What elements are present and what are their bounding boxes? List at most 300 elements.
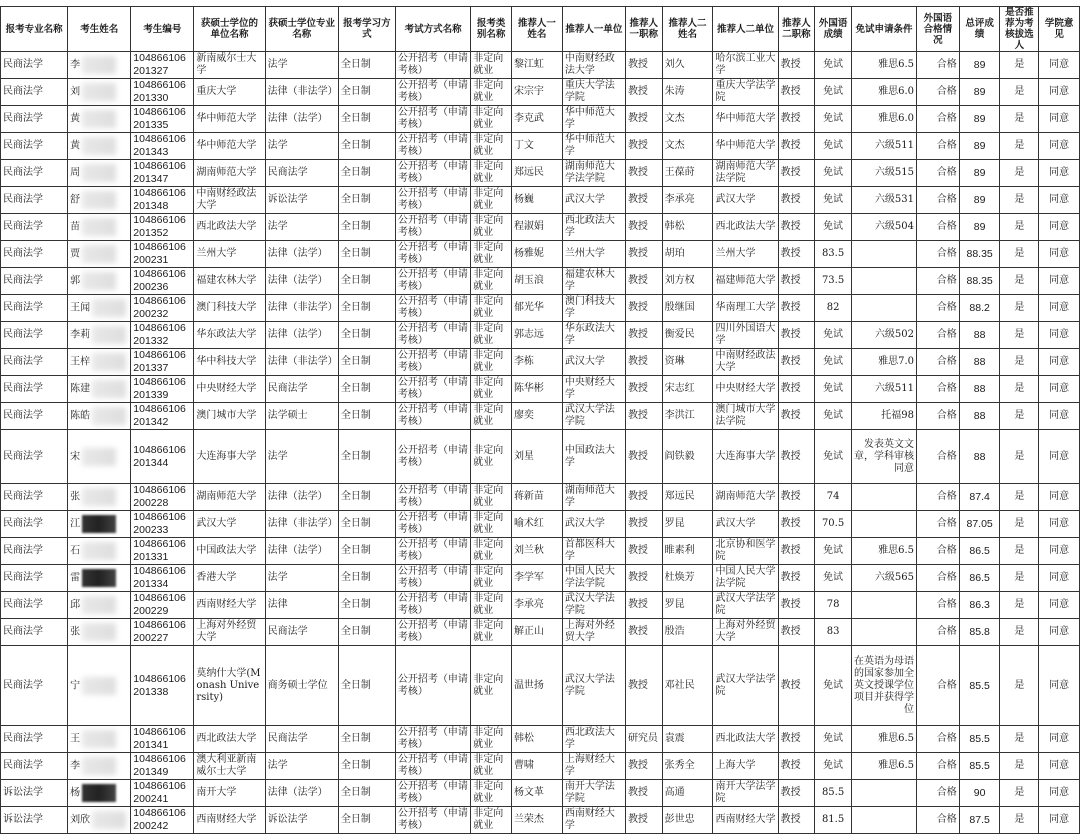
table-row: [1, 430, 1080, 484]
table-row: [1, 592, 1080, 619]
cell-ref1: 解正山: [511, 619, 562, 646]
cell-category: 非定向就业: [471, 268, 512, 295]
cell-degree: 法律（非法学）: [265, 511, 338, 538]
header-col-exam: 考试方式名称: [395, 7, 470, 52]
cell-ref2-unit: 上海对外经贸大学: [713, 619, 778, 646]
cell-ref1-title: 教授: [625, 52, 662, 79]
cell-exam: 公开招考（申请考核）: [395, 430, 470, 484]
cell-ref1-title: 教授: [625, 295, 662, 322]
cell-foreign-pass: 合格: [917, 322, 960, 349]
cell-school: 新南威尔士大学: [194, 52, 265, 79]
cell-ref1-unit: 华中师范大学: [562, 133, 625, 160]
cell-ref1-unit: 南开大学法学院: [562, 780, 625, 807]
cell-ref1-title: 教授: [625, 807, 662, 834]
cell-total: 87.05: [959, 511, 1000, 538]
cell-ref2-unit: 四川外国语大学: [713, 322, 778, 349]
cell-ref1-unit: 湖南师范大学: [562, 484, 625, 511]
cell-total: 85.5: [959, 726, 1000, 753]
cell-foreign-score: 免试: [815, 187, 852, 214]
student-name-text: 李: [70, 59, 81, 71]
redaction-blur: [82, 677, 116, 695]
cell-recommend: 是: [1000, 160, 1039, 187]
redaction-blur: [82, 56, 116, 74]
student-name-text: 刘: [70, 86, 81, 98]
cell-ref1: 程淑娟: [511, 214, 562, 241]
cell-opinion: 同意: [1039, 430, 1080, 484]
cell-opinion: 同意: [1039, 79, 1080, 106]
cell-school: 华中师范大学: [194, 106, 265, 133]
cell-ref2-unit: 华南理工大学: [713, 295, 778, 322]
cell-major: 民商法学: [1, 106, 68, 133]
cell-id: 104866106201349: [131, 753, 194, 780]
cell-recommend: 是: [1000, 726, 1039, 753]
cell-ref1: 杨文革: [511, 780, 562, 807]
header-col-school: 获硕士学位的单位名称: [194, 7, 265, 52]
cell-ref2: 高通: [662, 780, 713, 807]
cell-ref1-unit: 西南财经大学: [562, 807, 625, 834]
student-name-text: 刘欣: [70, 814, 91, 826]
cell-ref1: 蒋新苗: [511, 484, 562, 511]
cell-exam: 公开招考（申请考核）: [395, 268, 470, 295]
cell-opinion: 同意: [1039, 187, 1080, 214]
redaction-blur: [82, 191, 116, 209]
cell-category: 非定向就业: [471, 780, 512, 807]
table-row: [1, 780, 1080, 807]
cell-ref1: 李克武: [511, 106, 562, 133]
cell-ref1-title: 教授: [625, 403, 662, 430]
cell-major: 民商法学: [1, 484, 68, 511]
cell-recommend: 是: [1000, 511, 1039, 538]
cell-total: 89: [959, 187, 1000, 214]
cell-name: [68, 484, 131, 511]
cell-ref1-title: 教授: [625, 133, 662, 160]
cell-degree: 法律（非法学）: [265, 349, 338, 376]
redaction-blur: [82, 515, 116, 533]
cell-opinion: 同意: [1039, 241, 1080, 268]
cell-total: 88: [959, 376, 1000, 403]
cell-foreign-pass: 合格: [917, 753, 960, 780]
cell-opinion: 同意: [1039, 322, 1080, 349]
cell-foreign-pass: 合格: [917, 511, 960, 538]
cell-recommend: 是: [1000, 322, 1039, 349]
cell-ref2: 文杰: [662, 133, 713, 160]
cell-school: 香港大学: [194, 565, 265, 592]
cell-ref2: 阎铁毅: [662, 430, 713, 484]
cell-exempt-condition: [851, 511, 916, 538]
cell-opinion: 同意: [1039, 646, 1080, 726]
cell-recommend: 是: [1000, 646, 1039, 726]
cell-mode: 全日制: [338, 780, 395, 807]
cell-exam: 公开招考（申请考核）: [395, 187, 470, 214]
cell-ref1-unit: 澳门科技大学: [562, 295, 625, 322]
header-col-ref2: 推荐人二姓名: [662, 7, 713, 52]
cell-ref2-unit: 武汉大学: [713, 187, 778, 214]
cell-ref1: 喻术红: [511, 511, 562, 538]
cell-major: 民商法学: [1, 538, 68, 565]
cell-opinion: 同意: [1039, 484, 1080, 511]
cell-foreign-pass: 合格: [917, 106, 960, 133]
cell-ref2-title: 教授: [778, 133, 815, 160]
cell-exam: 公开招考（申请考核）: [395, 106, 470, 133]
cell-exempt-condition: 六级504: [851, 214, 916, 241]
cell-ref2-title: 教授: [778, 79, 815, 106]
cell-foreign-score: 81.5: [815, 807, 852, 834]
cell-exempt-condition: 六级565: [851, 565, 916, 592]
cell-ref1: 廖奕: [511, 403, 562, 430]
cell-ref2-title: 教授: [778, 214, 815, 241]
cell-mode: 全日制: [338, 187, 395, 214]
header-col-ref1-title: 推荐人一职称: [625, 7, 662, 52]
student-name-text: 杨: [70, 787, 81, 799]
cell-id: 104866106201331: [131, 538, 194, 565]
cell-foreign-score: 免试: [815, 753, 852, 780]
cell-category: 非定向就业: [471, 160, 512, 187]
cell-name: [68, 376, 131, 403]
cell-id: 104866106200229: [131, 592, 194, 619]
cell-major: 民商法学: [1, 160, 68, 187]
cell-id: 104866106201342: [131, 403, 194, 430]
cell-opinion: 同意: [1039, 160, 1080, 187]
cell-id: 104866106201343: [131, 133, 194, 160]
cell-name: [68, 780, 131, 807]
cell-major: 民商法学: [1, 52, 68, 79]
cell-id: 104866106201335: [131, 106, 194, 133]
cell-foreign-score: 免试: [815, 646, 852, 726]
cell-ref2-title: 教授: [778, 322, 815, 349]
cell-school: 福建农林大学: [194, 268, 265, 295]
cell-total: 89: [959, 133, 1000, 160]
student-name-text: 邱: [70, 599, 81, 611]
cell-name: [68, 160, 131, 187]
table-row: [1, 214, 1080, 241]
cell-major: 民商法学: [1, 322, 68, 349]
cell-ref2: 袁震: [662, 726, 713, 753]
cell-degree: 法律（法学）: [265, 780, 338, 807]
header-col-mode: 报考学习方式: [338, 7, 395, 52]
cell-recommend: 是: [1000, 241, 1039, 268]
student-name-text: 舒: [70, 194, 81, 206]
cell-exempt-condition: 雅思6.5: [851, 753, 916, 780]
cell-ref2: 邓社民: [662, 646, 713, 726]
table-row: [1, 322, 1080, 349]
cell-exam: 公开招考（申请考核）: [395, 403, 470, 430]
cell-school: 莫纳什大学(Monash University): [194, 646, 265, 726]
cell-total: 87.4: [959, 484, 1000, 511]
redaction-blur: [82, 542, 116, 560]
cell-ref1: 宋宗宇: [511, 79, 562, 106]
cell-recommend: 是: [1000, 403, 1039, 430]
cell-total: 87.5: [959, 807, 1000, 834]
cell-exempt-condition: [851, 484, 916, 511]
cell-id: 104866106201330: [131, 79, 194, 106]
cell-ref1: 陈华彬: [511, 376, 562, 403]
cell-foreign-pass: 合格: [917, 241, 960, 268]
cell-mode: 全日制: [338, 430, 395, 484]
redaction-blur: [82, 623, 116, 641]
cell-name: [68, 79, 131, 106]
cell-category: 非定向就业: [471, 592, 512, 619]
redaction-blur: [82, 245, 116, 263]
cell-ref2-unit: 重庆大学法学院: [713, 79, 778, 106]
cell-opinion: 同意: [1039, 295, 1080, 322]
redaction-blur: [92, 299, 126, 317]
cell-major: 民商法学: [1, 511, 68, 538]
cell-ref2-title: 教授: [778, 187, 815, 214]
cell-name: [68, 52, 131, 79]
cell-ref2-unit: 澳门城市大学法学院: [713, 403, 778, 430]
cell-ref1-title: 教授: [625, 187, 662, 214]
cell-foreign-pass: 合格: [917, 646, 960, 726]
cell-foreign-score: 免试: [815, 430, 852, 484]
cell-mode: 全日制: [338, 565, 395, 592]
cell-ref2-unit: 西北政法大学: [713, 726, 778, 753]
cell-name: [68, 538, 131, 565]
cell-opinion: 同意: [1039, 753, 1080, 780]
cell-ref2-title: 教授: [778, 268, 815, 295]
cell-opinion: 同意: [1039, 268, 1080, 295]
cell-school: 中央财经大学: [194, 376, 265, 403]
cell-foreign-pass: 合格: [917, 349, 960, 376]
student-name-text: 郭: [70, 275, 81, 287]
cell-foreign-score: 免试: [815, 160, 852, 187]
cell-ref1-unit: 武汉大学: [562, 349, 625, 376]
cell-ref1: 杨雅妮: [511, 241, 562, 268]
cell-mode: 全日制: [338, 403, 395, 430]
cell-ref1: 郁光华: [511, 295, 562, 322]
table-row: [1, 241, 1080, 268]
cell-id: 104866106201327: [131, 52, 194, 79]
cell-foreign-score: 免试: [815, 214, 852, 241]
cell-foreign-score: 免试: [815, 79, 852, 106]
cell-major: 民商法学: [1, 349, 68, 376]
cell-mode: 全日制: [338, 484, 395, 511]
cell-ref2-unit: 福建师范大学: [713, 268, 778, 295]
cell-id: 104866106201348: [131, 187, 194, 214]
cell-exam: 公开招考（申请考核）: [395, 241, 470, 268]
cell-name: [68, 403, 131, 430]
cell-degree: 法律（法学）: [265, 484, 338, 511]
cell-ref2: 李承亮: [662, 187, 713, 214]
cell-exam: 公开招考（申请考核）: [395, 160, 470, 187]
cell-id: 104866106200236: [131, 268, 194, 295]
cell-name: [68, 241, 131, 268]
cell-exam: 公开招考（申请考核）: [395, 619, 470, 646]
cell-total: 90: [959, 780, 1000, 807]
cell-exam: 公开招考（申请考核）: [395, 511, 470, 538]
cell-opinion: 同意: [1039, 106, 1080, 133]
admission-list-table: [0, 6, 1080, 834]
cell-ref1-title: 教授: [625, 322, 662, 349]
cell-school: 武汉大学: [194, 511, 265, 538]
cell-major: 民商法学: [1, 79, 68, 106]
redaction-blur: [82, 137, 116, 155]
cell-total: 89: [959, 106, 1000, 133]
cell-opinion: 同意: [1039, 52, 1080, 79]
cell-major: 民商法学: [1, 646, 68, 726]
cell-ref1-unit: 中国政法大学: [562, 430, 625, 484]
cell-exam: 公开招考（申请考核）: [395, 295, 470, 322]
cell-ref2-unit: 上海大学: [713, 753, 778, 780]
cell-name: [68, 592, 131, 619]
cell-mode: 全日制: [338, 511, 395, 538]
student-name-text: 李莉: [70, 329, 91, 341]
cell-mode: 全日制: [338, 349, 395, 376]
cell-school: 湖南师范大学: [194, 484, 265, 511]
cell-ref2: 朱涛: [662, 79, 713, 106]
cell-category: 非定向就业: [471, 52, 512, 79]
cell-id: 104866106201339: [131, 376, 194, 403]
cell-ref2: 韩松: [662, 214, 713, 241]
cell-school: 华东政法大学: [194, 322, 265, 349]
cell-foreign-score: 85.5: [815, 780, 852, 807]
cell-ref2-title: 教授: [778, 52, 815, 79]
cell-foreign-score: 免试: [815, 565, 852, 592]
cell-ref1-unit: 武汉大学: [562, 511, 625, 538]
cell-ref1-unit: 华东政法大学: [562, 322, 625, 349]
cell-ref2-title: 教授: [778, 160, 815, 187]
cell-category: 非定向就业: [471, 538, 512, 565]
cell-recommend: 是: [1000, 133, 1039, 160]
cell-school: 南开大学: [194, 780, 265, 807]
cell-major: 民商法学: [1, 241, 68, 268]
cell-ref2-title: 教授: [778, 376, 815, 403]
header-col-recommend: 是否推荐为考核拔选人: [1000, 7, 1039, 52]
cell-ref2-title: 教授: [778, 430, 815, 484]
cell-ref2-title: 教授: [778, 646, 815, 726]
cell-opinion: 同意: [1039, 376, 1080, 403]
cell-id: 104866106200227: [131, 619, 194, 646]
cell-exempt-condition: 发表英文文章，学科审核同意: [851, 430, 916, 484]
cell-mode: 全日制: [338, 214, 395, 241]
header-row: [1, 7, 1080, 52]
cell-foreign-score: 74: [815, 484, 852, 511]
student-name-text: 陈皓: [70, 410, 91, 422]
student-name-text: 江: [70, 518, 81, 530]
table-row: [1, 79, 1080, 106]
cell-total: 88: [959, 430, 1000, 484]
cell-ref2-unit: 中央财经大学: [713, 376, 778, 403]
cell-ref2-title: 教授: [778, 295, 815, 322]
cell-exam: 公开招考（申请考核）: [395, 79, 470, 106]
cell-foreign-score: 78: [815, 592, 852, 619]
cell-exempt-condition: 六级511: [851, 376, 916, 403]
cell-total: 85.8: [959, 619, 1000, 646]
cell-foreign-pass: 合格: [917, 592, 960, 619]
cell-mode: 全日制: [338, 753, 395, 780]
cell-id: 104866106201352: [131, 214, 194, 241]
cell-total: 88.35: [959, 241, 1000, 268]
cell-ref2-title: 教授: [778, 807, 815, 834]
table-row: [1, 187, 1080, 214]
cell-major: 民商法学: [1, 133, 68, 160]
cell-ref2-unit: 湖南师范大学法学院: [713, 160, 778, 187]
cell-category: 非定向就业: [471, 511, 512, 538]
cell-recommend: 是: [1000, 214, 1039, 241]
cell-recommend: 是: [1000, 52, 1039, 79]
table-row: [1, 807, 1080, 834]
cell-exempt-condition: [851, 780, 916, 807]
cell-exempt-condition: 雅思7.0: [851, 349, 916, 376]
cell-school: 中南财经政法大学: [194, 187, 265, 214]
cell-exam: 公开招考（申请考核）: [395, 349, 470, 376]
cell-major: 民商法学: [1, 214, 68, 241]
header-col-degree: 获硕士学位专业名称: [265, 7, 338, 52]
cell-foreign-score: 免试: [815, 349, 852, 376]
cell-id: 104866106200231: [131, 241, 194, 268]
cell-foreign-pass: 合格: [917, 538, 960, 565]
cell-school: 西南财经大学: [194, 592, 265, 619]
cell-foreign-score: 73.5: [815, 268, 852, 295]
cell-ref1-title: 教授: [625, 160, 662, 187]
cell-total: 89: [959, 79, 1000, 106]
cell-ref2-unit: 西北政法大学: [713, 214, 778, 241]
cell-ref1: 曹啸: [511, 753, 562, 780]
cell-degree: 法律（法学）: [265, 268, 338, 295]
cell-total: 88: [959, 403, 1000, 430]
cell-ref1-unit: 武汉大学法学院: [562, 403, 625, 430]
student-name-text: 宁: [70, 680, 81, 691]
cell-major: 民商法学: [1, 403, 68, 430]
cell-ref1-title: 教授: [625, 592, 662, 619]
cell-mode: 全日制: [338, 241, 395, 268]
cell-ref2-unit: 兰州大学: [713, 241, 778, 268]
table-row: [1, 538, 1080, 565]
cell-ref2-unit: 华中师范大学: [713, 106, 778, 133]
cell-category: 非定向就业: [471, 79, 512, 106]
cell-id: 104866106201341: [131, 726, 194, 753]
cell-school: 澳门城市大学: [194, 403, 265, 430]
cell-degree: 民商法学: [265, 376, 338, 403]
cell-id: 104866106201344: [131, 430, 194, 484]
cell-opinion: 同意: [1039, 511, 1080, 538]
cell-opinion: 同意: [1039, 807, 1080, 834]
cell-category: 非定向就业: [471, 133, 512, 160]
cell-degree: 法律（非法学）: [265, 79, 338, 106]
cell-degree: 商务硕士学位: [265, 646, 338, 726]
table-row: [1, 726, 1080, 753]
cell-name: [68, 565, 131, 592]
cell-exam: 公开招考（申请考核）: [395, 538, 470, 565]
cell-foreign-pass: 合格: [917, 780, 960, 807]
cell-exempt-condition: 雅思6.5: [851, 52, 916, 79]
cell-recommend: 是: [1000, 268, 1039, 295]
cell-ref1: 黎江虹: [511, 52, 562, 79]
cell-total: 86.3: [959, 592, 1000, 619]
cell-name: [68, 106, 131, 133]
cell-ref1-unit: 武汉大学法学院: [562, 646, 625, 726]
cell-ref1-unit: 湖南师范大学法学院: [562, 160, 625, 187]
cell-foreign-pass: 合格: [917, 133, 960, 160]
cell-ref2-unit: 武汉大学法学院: [713, 646, 778, 726]
cell-foreign-score: 免试: [815, 403, 852, 430]
cell-ref1-unit: 武汉大学: [562, 187, 625, 214]
cell-exempt-condition: 雅思6.0: [851, 79, 916, 106]
redaction-blur: [92, 407, 126, 425]
cell-category: 非定向就业: [471, 484, 512, 511]
cell-recommend: 是: [1000, 106, 1039, 133]
cell-recommend: 是: [1000, 807, 1039, 834]
cell-name: [68, 430, 131, 484]
cell-name: [68, 726, 131, 753]
cell-ref1-title: 教授: [625, 430, 662, 484]
redaction-blur: [82, 83, 116, 101]
cell-opinion: 同意: [1039, 619, 1080, 646]
cell-ref2: 睢素利: [662, 538, 713, 565]
student-name-text: 王闻: [70, 302, 91, 314]
header-col-exempt-condition: 免试申请条件: [851, 7, 916, 52]
student-name-text: 苗: [70, 221, 81, 233]
cell-foreign-pass: 合格: [917, 79, 960, 106]
